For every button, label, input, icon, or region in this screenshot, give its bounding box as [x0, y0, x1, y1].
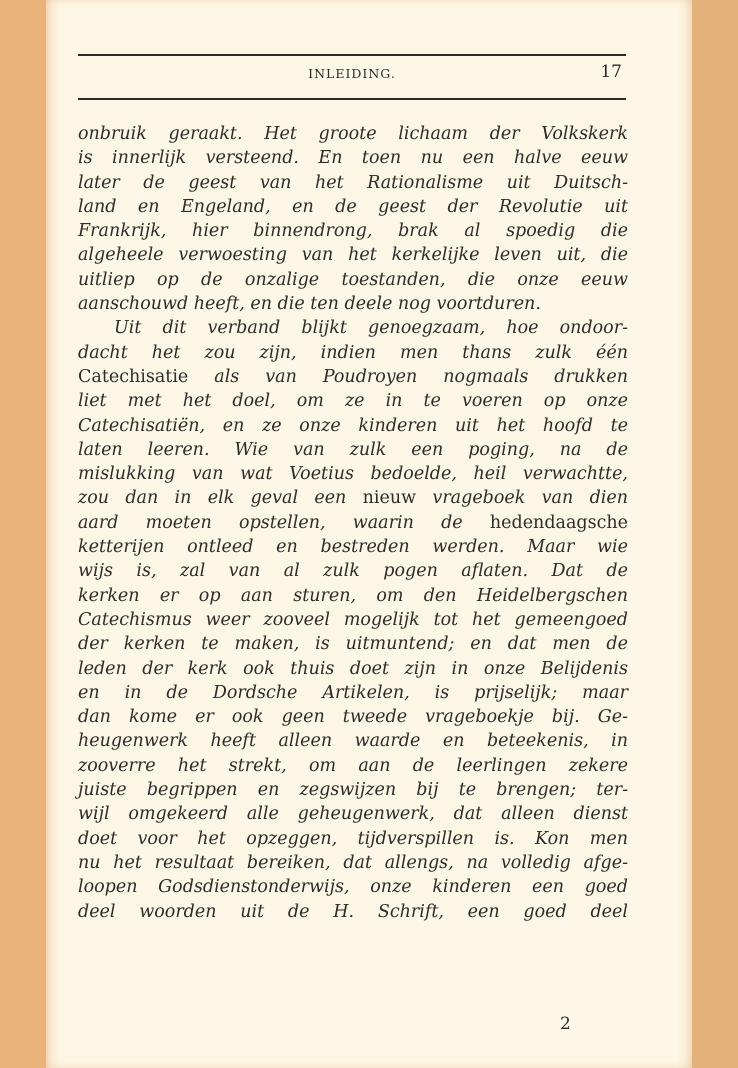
italic-run: vrageboek van dien — [416, 488, 628, 509]
italic-run: als van Poudroyen nogmaals drukken — [188, 366, 628, 387]
text-line: liet met het doel, om ze in te voeren op onze — [78, 391, 628, 412]
text-line: ketterijen ontleed en bestreden werden. Maar wie — [78, 537, 628, 558]
text-line: der kerken te maken, is uitmuntend; en dat men de — [78, 634, 628, 655]
text-line: wijs is, zal van al zulk pogen aflaten. Dat de — [78, 561, 628, 582]
text-line: dan kome er ook geen tweede vrageboekje bij. Ge- — [78, 707, 628, 728]
text-line: heugenwerk heeft alleen waarde en beteekenis, in — [78, 731, 628, 752]
text-line: deel woorden uit de H. Schrift, een goed deel — [78, 901, 628, 922]
text-line: nu het resultaat bereiken, dat allengs, na volledig afge- — [78, 852, 628, 873]
text-line: later de geest van het Rationalisme uit Duitsch- — [78, 172, 628, 193]
left-margin-band — [0, 0, 46, 1068]
text-line: Catechisatiën, en ze onze kinderen uit het hoofd te — [78, 415, 628, 436]
roman-word: Catechisatie — [78, 366, 189, 387]
body-text — [78, 122, 628, 924]
right-margin-band — [692, 0, 738, 1068]
text-line — [78, 365, 628, 389]
text-line: en in de Dordsche Artikelen, is prijselijk; maar — [78, 682, 628, 703]
text-line: dacht het zou zijn, indien men thans zulk één — [78, 342, 628, 363]
italic-run: zou dan in elk geval een — [78, 488, 363, 509]
text-line: Catechismus weer zooveel mogelijk tot het gemeengoed — [78, 609, 628, 630]
text-line: juiste begrippen en zegswijzen bij te brengen; ter- — [78, 780, 628, 801]
running-title: INLEIDING. — [308, 66, 396, 81]
italic-run: aard moeten opstellen, waarin de — [78, 512, 490, 533]
text-line: Frankrijk, hier binnendrong, brak al spoedig die — [78, 221, 628, 242]
running-head — [78, 62, 626, 88]
text-line — [78, 486, 628, 510]
roman-word: hedendaagsche — [489, 512, 628, 533]
header-rule-top — [78, 54, 626, 56]
text-line: is innerlijk versteend. En toen nu een halve eeuw — [78, 148, 628, 169]
page-number: 17 — [600, 62, 622, 82]
text-line: doet voor het opzeggen, tijdverspillen is. Kon men — [78, 828, 628, 849]
text-line: algeheele verwoesting van het kerkelijke leven uit, die — [78, 245, 628, 266]
text-line: loopen Godsdienstonderwijs, onze kinderen een goed — [78, 877, 628, 898]
text-line: land en Engeland, en de geest der Revolutie uit — [78, 196, 628, 217]
text-line — [78, 511, 628, 535]
text-line: mislukking van wat Voetius bedoelde, heil verwachtte, — [78, 464, 628, 485]
text-line: kerken er op aan sturen, om den Heidelbergschen — [78, 585, 628, 606]
header-rule-bottom — [78, 98, 626, 100]
text-line: onbruik geraakt. Het groote lichaam der Volkskerk — [78, 124, 628, 144]
text-line: laten leeren. Wie van zulk een poging, na de — [78, 439, 628, 460]
text-line: wijl omgekeerd alle geheugenwerk, dat alleen dienst — [78, 804, 628, 825]
text-line: zooverre het strekt, om aan de leerlingen zekere — [78, 755, 628, 776]
signature-mark: 2 — [560, 1014, 571, 1034]
roman-word: nieuw — [362, 488, 417, 509]
text-line: aanschouwd heeft, en die ten deele nog voortduren. — [78, 294, 541, 315]
text-line: uitliep op de onzalige toestanden, die onze eeuw — [78, 269, 628, 290]
text-line: Uit dit verband blijkt genoegzaam, hoe ondoor- — [114, 318, 628, 339]
text-line: leden der kerk ook thuis doet zijn in onze Belijdenis — [78, 658, 628, 679]
